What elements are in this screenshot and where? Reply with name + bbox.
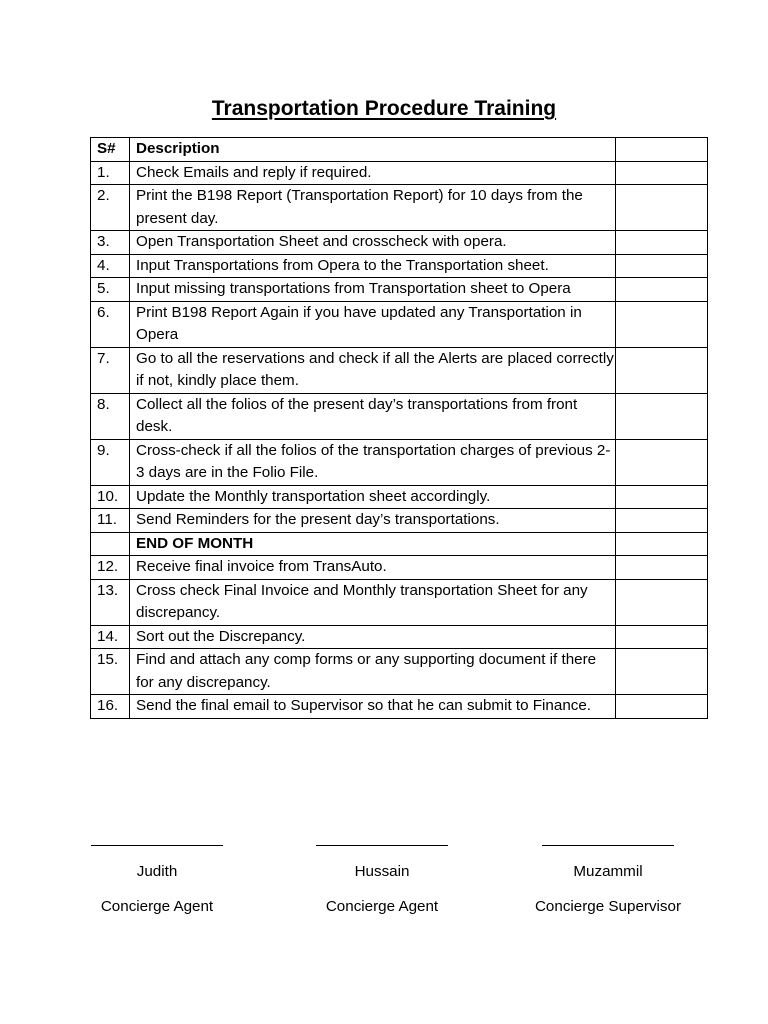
row-description: Cross-check if all the folios of the transportation charges of previous 2-3 days are in the Folio File. <box>130 439 616 485</box>
row-number: 12. <box>91 556 130 580</box>
signatory-role: Concierge Agent <box>100 898 214 915</box>
table-row <box>91 579 708 625</box>
table-header-row <box>91 138 708 162</box>
row-number: 15. <box>91 649 130 695</box>
table-row <box>91 485 708 509</box>
row-blank-cell <box>616 393 708 439</box>
row-blank-cell <box>616 695 708 719</box>
table-row <box>91 347 708 393</box>
signatory-name: Hussain <box>354 863 410 880</box>
row-number: 3. <box>91 231 130 255</box>
row-number: 13. <box>91 579 130 625</box>
row-description: Sort out the Discrepancy. <box>130 625 616 649</box>
row-number-empty <box>91 532 130 556</box>
table-row <box>91 254 708 278</box>
row-blank-cell <box>616 185 708 231</box>
row-blank-cell <box>616 509 708 533</box>
table-row <box>91 393 708 439</box>
table-row <box>91 649 708 695</box>
row-number: 2. <box>91 185 130 231</box>
signatory-role: Concierge Supervisor <box>534 898 682 915</box>
row-description: Print B198 Report Again if you have updated any Transportation in Opera <box>130 301 616 347</box>
row-number: 10. <box>91 485 130 509</box>
table-row <box>91 509 708 533</box>
table-row <box>91 556 708 580</box>
row-blank-cell <box>616 649 708 695</box>
row-number: 16. <box>91 695 130 719</box>
row-description: Send the final email to Supervisor so that he can submit to Finance. <box>130 695 616 719</box>
signature-line <box>316 823 448 846</box>
signature-block-judith <box>57 823 257 917</box>
row-number: 8. <box>91 393 130 439</box>
row-number: 7. <box>91 347 130 393</box>
header-description: Description <box>130 138 616 162</box>
row-description: Input Transportations from Opera to the Transportation sheet. <box>130 254 616 278</box>
header-blank-column <box>616 138 708 162</box>
row-blank-cell <box>616 532 708 556</box>
row-number: 5. <box>91 278 130 302</box>
row-description: Go to all the reservations and check if all the Alerts are placed correctly if not, kindly place them. <box>130 347 616 393</box>
signatory-role: Concierge Agent <box>325 898 439 915</box>
section-heading-end-of-month: END OF MONTH <box>130 532 616 556</box>
row-description: Input missing transportations from Transportation sheet to Opera <box>130 278 616 302</box>
signature-block-muzammil <box>508 823 708 917</box>
row-description: Find and attach any comp forms or any supporting document if there for any discrepancy. <box>130 649 616 695</box>
row-number: 4. <box>91 254 130 278</box>
row-blank-cell <box>616 347 708 393</box>
row-description: Receive final invoice from TransAuto. <box>130 556 616 580</box>
row-blank-cell <box>616 485 708 509</box>
table-row <box>91 439 708 485</box>
signature-line <box>542 823 674 846</box>
row-number: 11. <box>91 509 130 533</box>
signatory-name: Judith <box>136 863 178 880</box>
row-description: Collect all the folios of the present day’s transportations from front desk. <box>130 393 616 439</box>
row-blank-cell <box>616 625 708 649</box>
signature-block-hussain <box>282 823 482 917</box>
row-description: Check Emails and reply if required. <box>130 161 616 185</box>
row-description: Cross check Final Invoice and Monthly transportation Sheet for any discrepancy. <box>130 579 616 625</box>
row-description: Open Transportation Sheet and crosscheck with opera. <box>130 231 616 255</box>
row-description: Update the Monthly transportation sheet accordingly. <box>130 485 616 509</box>
row-blank-cell <box>616 439 708 485</box>
row-blank-cell <box>616 579 708 625</box>
section-heading-row <box>91 532 708 556</box>
row-number: 1. <box>91 161 130 185</box>
table-row <box>91 161 708 185</box>
row-blank-cell <box>616 231 708 255</box>
table-row <box>91 625 708 649</box>
row-blank-cell <box>616 556 708 580</box>
row-number: 14. <box>91 625 130 649</box>
table-row <box>91 301 708 347</box>
table-row <box>91 278 708 302</box>
row-number: 9. <box>91 439 130 485</box>
procedure-table <box>90 137 708 719</box>
row-description: Print the B198 Report (Transportation Report) for 10 days from the present day. <box>130 185 616 231</box>
row-description: Send Reminders for the present day’s transportations. <box>130 509 616 533</box>
signatory-name: Muzammil <box>573 863 643 880</box>
row-number: 6. <box>91 301 130 347</box>
signature-line <box>91 823 223 846</box>
document-title: Transportation Procedure Training <box>211 97 557 120</box>
row-blank-cell <box>616 301 708 347</box>
row-blank-cell <box>616 254 708 278</box>
row-blank-cell <box>616 161 708 185</box>
row-blank-cell <box>616 278 708 302</box>
table-row <box>91 185 708 231</box>
table-row <box>91 695 708 719</box>
table-row <box>91 231 708 255</box>
header-serial-number: S# <box>91 138 130 162</box>
